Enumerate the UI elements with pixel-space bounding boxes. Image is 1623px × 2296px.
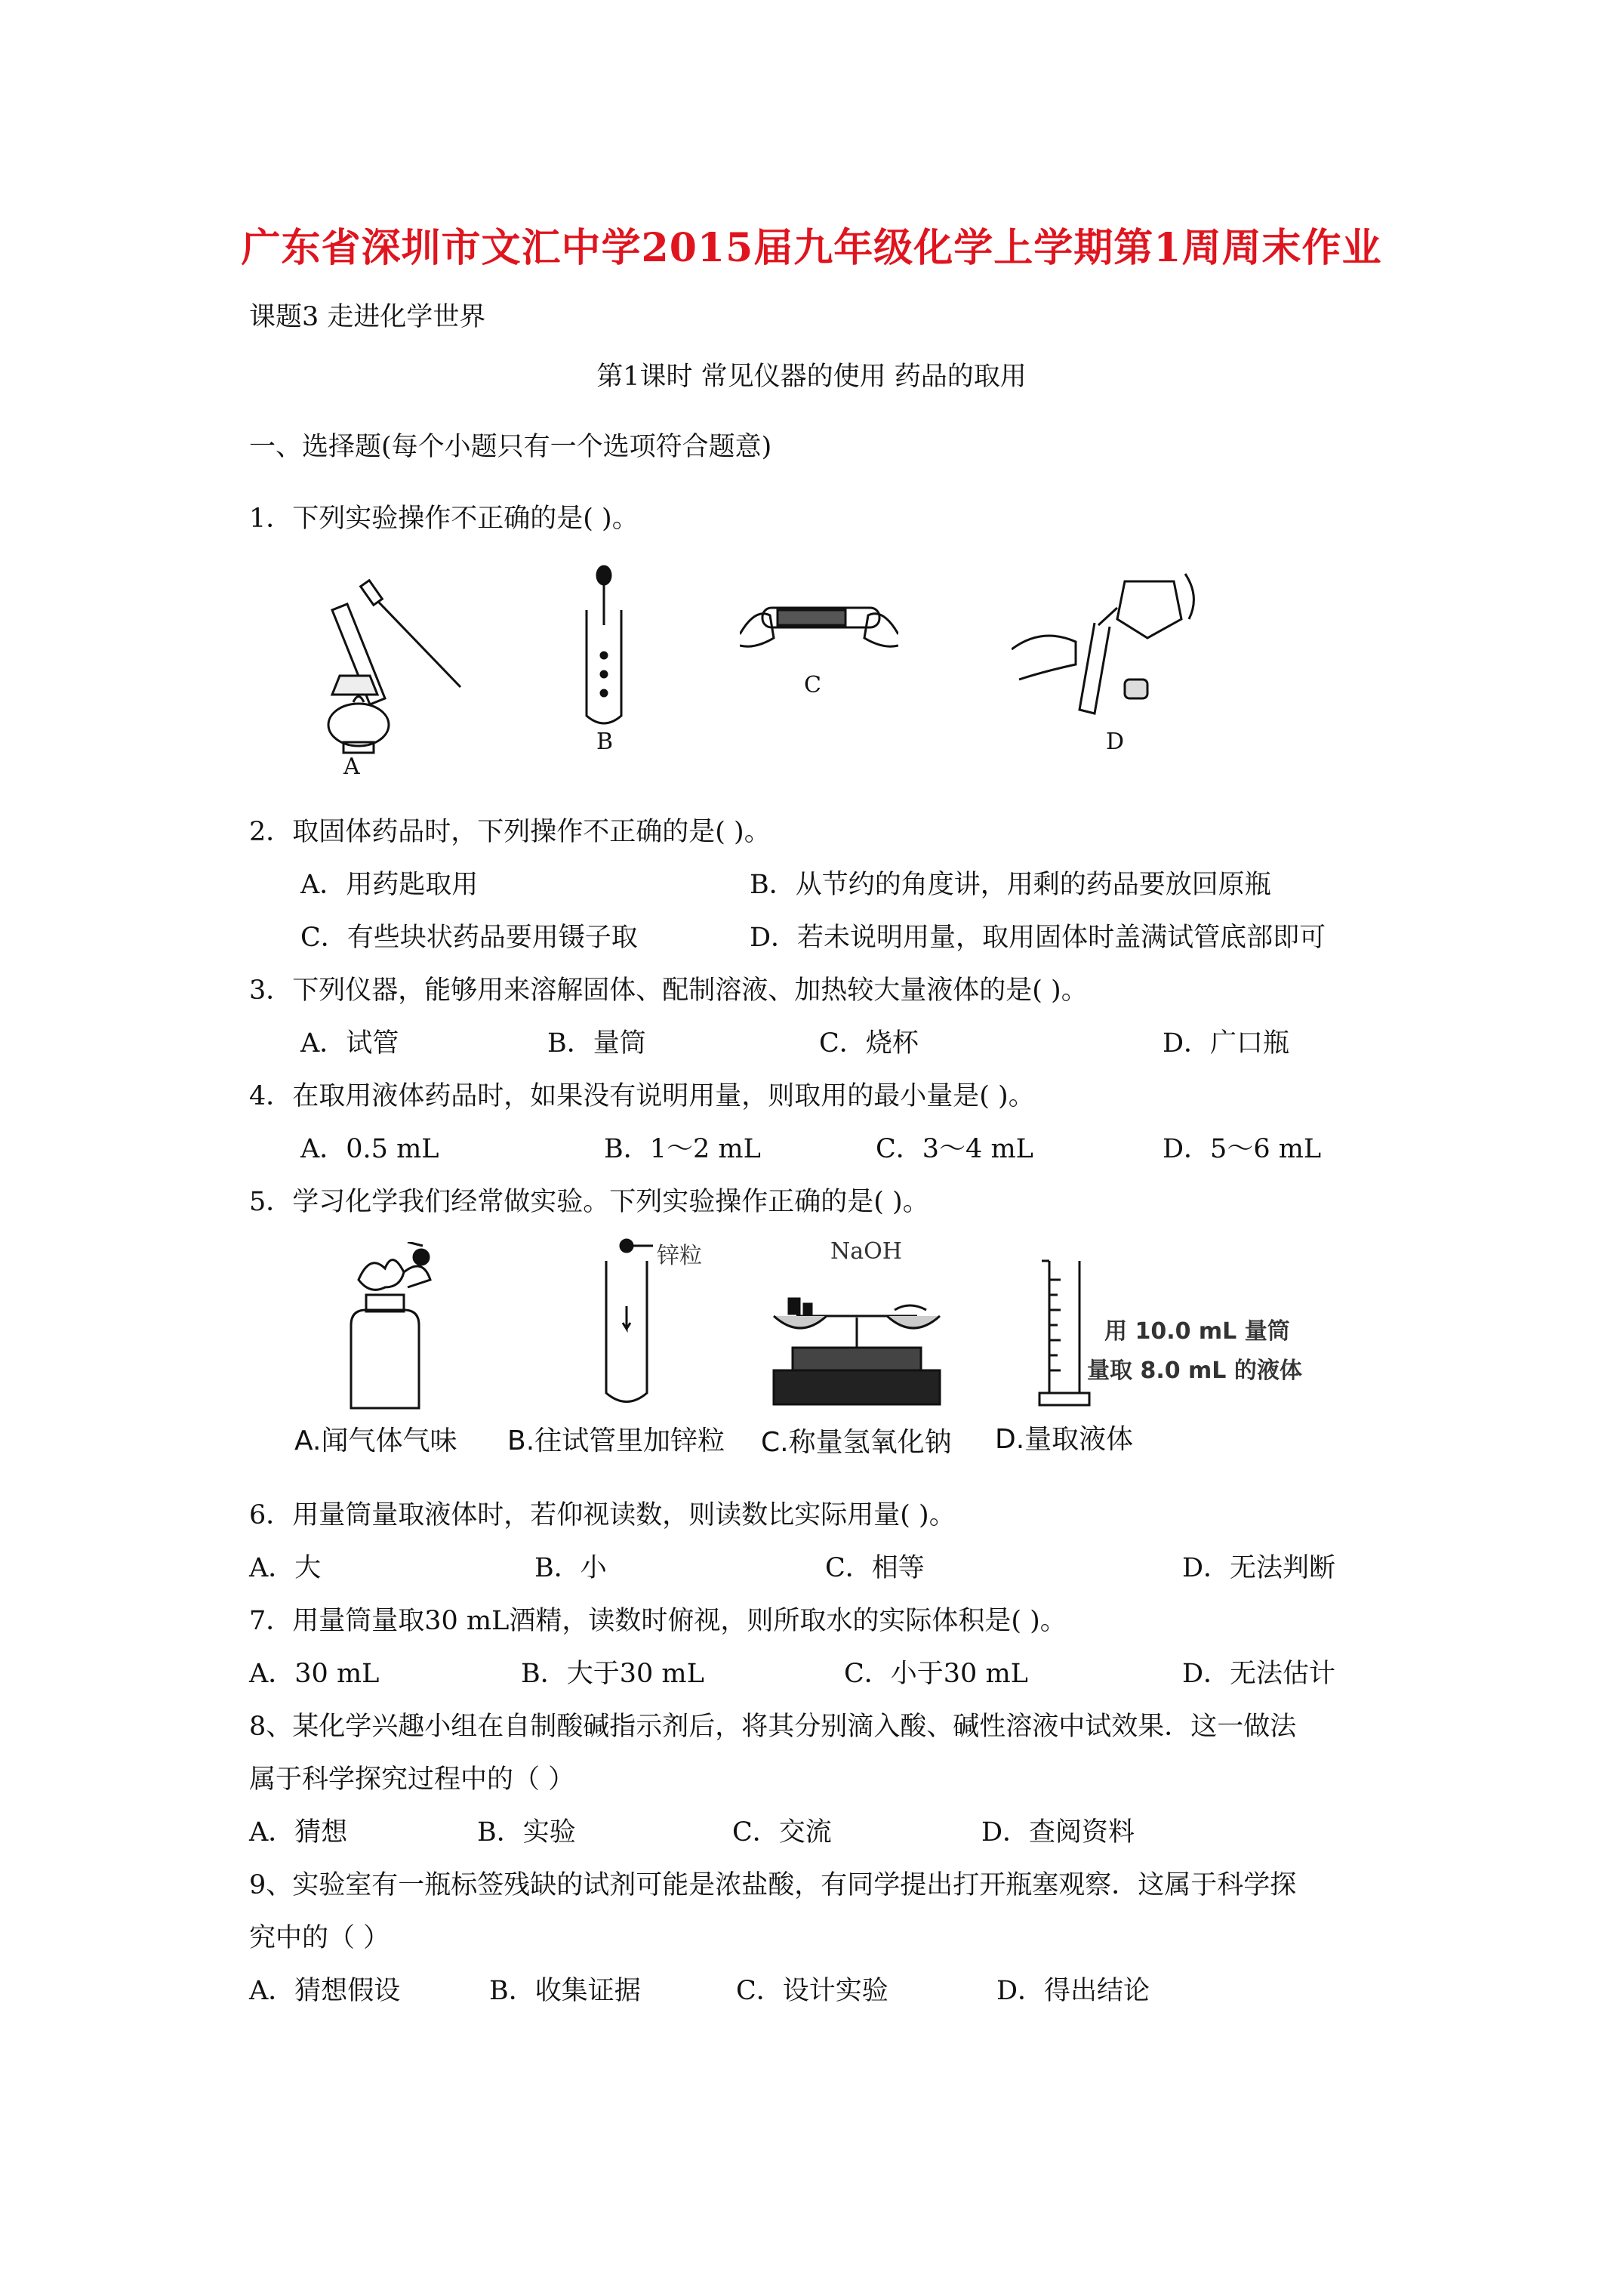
question-8-option-d: D．查阅资料 xyxy=(981,1817,1135,1848)
topic-heading: 课题3 走进化学世界 xyxy=(249,302,486,332)
figure-5a-label: A.闻气体气味 xyxy=(294,1425,457,1456)
question-9-option-d: D．得出结论 xyxy=(996,1976,1150,2006)
figure-5c-naoh-label: NaOH xyxy=(830,1238,902,1265)
question-2-option-d: D．若未说明用量，取用固体时盖满试管底部即可 xyxy=(750,923,1326,953)
question-3-option-b: B．量筒 xyxy=(547,1028,646,1059)
figure-5b-label: B.往试管里加锌粒 xyxy=(507,1425,725,1456)
question-6-option-d: D．无法判断 xyxy=(1182,1553,1336,1583)
figure-1a-label: A xyxy=(343,754,360,780)
question-8-option-a: A．猜想 xyxy=(249,1817,348,1848)
section-heading: 一、选择题(每个小题只有一个选项符合题意) xyxy=(249,432,772,462)
question-2-option-b: B．从节约的角度讲，用剩的药品要放回原瓶 xyxy=(750,870,1271,900)
figure-1d-label: D xyxy=(1106,729,1125,755)
question-9-option-b: B．收集证据 xyxy=(489,1976,641,2006)
figure-5d-note-line1: 用 10.0 mL 量筒 xyxy=(1104,1318,1290,1345)
figure-1d-pouring-liquid xyxy=(1012,566,1200,717)
figure-1a-heating-tube xyxy=(317,562,468,763)
question-8-stem-continued: 属于科学探究过程中的（ ） xyxy=(249,1764,575,1795)
figure-5d-note-line2: 量取 8.0 mL 的液体 xyxy=(1087,1358,1302,1384)
question-2-stem: 2．取固体药品时，下列操作不正确的是( )。 xyxy=(249,817,771,847)
question-6-option-c: C．相等 xyxy=(825,1553,925,1583)
figure-1b-dropper-in-tube xyxy=(577,565,630,727)
question-8-stem: 8、某化学兴趣小组在自制酸碱指示剂后，将其分别滴入酸、碱性溶液中试效果．这一做法 xyxy=(249,1712,1297,1742)
lesson-heading: 第1课时 常见仪器的使用 药品的取用 xyxy=(596,362,1027,392)
figure-1c-shaking-tube xyxy=(740,593,898,661)
question-8-option-b: B．实验 xyxy=(477,1817,576,1848)
figure-5c-label: C.称量氢氧化钠 xyxy=(761,1427,952,1458)
question-4-stem: 4．在取用液体药品时，如果没有说明用量，则取用的最小量是( )。 xyxy=(249,1081,1035,1111)
question-7-option-a: A．30 mL xyxy=(249,1659,380,1689)
question-6-option-a: A．大 xyxy=(249,1553,322,1583)
question-7-option-d: D．无法估计 xyxy=(1182,1659,1336,1689)
question-4-option-a: A．0.5 mL xyxy=(300,1134,439,1164)
figure-5d-label: D.量取液体 xyxy=(995,1424,1134,1455)
figure-1c-label: C xyxy=(804,672,821,698)
question-9-stem: 9、实验室有一瓶标签残缺的试剂可能是浓盐酸，有同学提出打开瓶塞观察．这属于科学探 xyxy=(249,1870,1297,1900)
question-9-option-a: A．猜想假设 xyxy=(249,1976,401,2006)
question-5-stem: 5．学习化学我们经常做实验。下列实验操作正确的是( )。 xyxy=(249,1187,929,1217)
figure-5b-zinc-in-tube xyxy=(600,1238,653,1412)
question-9-option-c: C．设计实验 xyxy=(736,1976,888,2006)
figure-5d-graduated-cylinder xyxy=(1038,1257,1091,1416)
question-9-stem-continued: 究中的（ ） xyxy=(249,1923,390,1953)
question-6-stem: 6．用量筒量取液体时，若仰视读数，则读数比实际用量( )。 xyxy=(249,1500,956,1530)
question-3-option-d: D．广口瓶 xyxy=(1163,1028,1290,1059)
figure-5b-zinc-label: 锌粒 xyxy=(657,1243,702,1269)
question-7-option-b: B．大于30 mL xyxy=(521,1659,704,1689)
question-7-option-c: C．小于30 mL xyxy=(844,1659,1028,1689)
question-7-stem: 7．用量筒量取30 mL酒精，读数时俯视，则所取水的实际体积是( )。 xyxy=(249,1606,1067,1636)
page-title: 广东省深圳市文汇中学2015届九年级化学上学期第1周周末作业 xyxy=(241,225,1382,271)
question-1-stem: 1．下列实验操作不正确的是( )。 xyxy=(249,504,639,534)
question-2-option-c: C．有些块状药品要用镊子取 xyxy=(300,923,638,953)
figure-5a-smelling-gas xyxy=(332,1242,445,1416)
question-6-option-b: B．小 xyxy=(534,1553,607,1583)
figure-5c-balance xyxy=(766,1257,947,1412)
question-3-stem: 3．下列仪器，能够用来溶解固体、配制溶液、加热较大量液体的是( )。 xyxy=(249,975,1088,1006)
figure-1b-label: B xyxy=(596,729,614,755)
question-2-option-a: A．用药匙取用 xyxy=(300,870,479,900)
question-3-option-c: C．烧杯 xyxy=(819,1028,919,1059)
question-4-option-c: C．3～4 mL xyxy=(876,1134,1033,1164)
question-3-option-a: A．试管 xyxy=(300,1028,399,1059)
question-4-option-d: D．5～6 mL xyxy=(1163,1134,1322,1164)
question-4-option-b: B．1～2 mL xyxy=(604,1134,761,1164)
question-8-option-c: C．交流 xyxy=(732,1817,832,1848)
